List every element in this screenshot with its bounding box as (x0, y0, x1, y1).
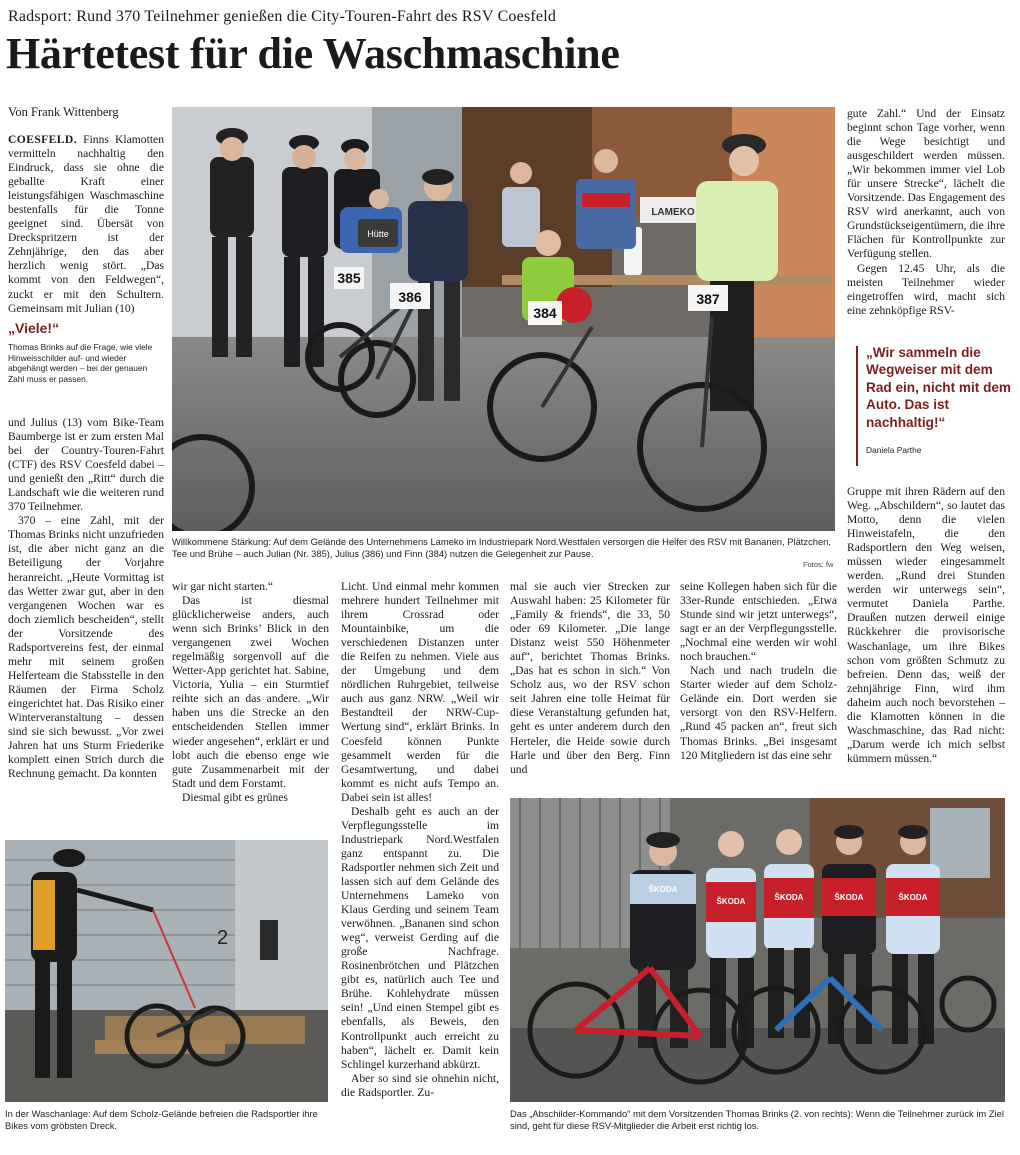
wash-photo-caption: In der Waschanlage: Auf dem Scholz-Gelände befreien die Radsportler ihre Bikes vom gröbsten Dreck. (5, 1108, 318, 1131)
column-1-middle-text: und Julius (13) vom Bike-Team Baumberge ist er zum ersten Mal bei der Country-Touren-Fahrt (CTF) des RSV Coesfeld dabei – und genießt den „Ritt“ durch die Landschaft wie die weiteren rund 370 Teilnehmer. (8, 416, 164, 514)
headline: Härtetest für die Waschmaschine (6, 29, 620, 78)
quote-parthe-title: „Wir sammeln die Wegweiser mit dem Rad ein, nicht mit dem Auto. Das ist nachhaltig!“ (866, 345, 1012, 430)
column-5-paragraph-2: Nach und nach trudeln die Starter wieder auf dem Scholz-Gelände ein. Dort werden sie versorgt von den RSV-Helfern. „Rund 45 packen an“, freut sich Thomas Brinks. „Bei insgesamt 120 Mitgliedern ist das eine sehr (680, 664, 837, 762)
column-6-top-text: gute Zahl.“ Und der Einsatz beginnt schon Tage vorher, wenn die Wege besichtigt und ausgeschildert werden müssen. „Wir bekommen immer viel Lob für unsere Strecke“, lächelt die Vorsitzende. Das Engagement des RSV wird anerkannt, auch von Grundstückseigentümern, die ihre Flächen für Kontrollpunkte zur Verfügung stellen. (847, 107, 1005, 261)
column-6-top-paragraph-2: Gegen 12.45 Uhr, als die meisten Teilnehmer wieder eingetroffen wird, macht sich eine zehnköpfige RSV- (847, 261, 1005, 317)
wash-photo-image (5, 840, 328, 1102)
bib-384: 384 (533, 305, 557, 321)
team-photo (510, 798, 1005, 1102)
column-1-paragraph-2: 370 – eine Zahl, mit der Thomas Brinks nicht unzufrieden ist, die aber nicht ganz an die Beteiligung der Vorjahre heranreicht. „Heute Vormittag ist das Wetter zwar gut, aber in den vergangenen Wochen war es doch ziemlich bescheiden“, stellt der Vorsitzende des Radsportvereins fest, der einmal mehr mit seinem großen Helferteam die Stabsstelle in den Räumen der Firma Scholz eingerichtet hat. Das Risiko einer Winterveranstaltung – dessen sind sie sich bewusst. „Vor zwei Jahren hat uns Sturm Friederike komplett einen Strich durch die Rechnung gemacht. Da konnten (8, 514, 164, 781)
column-5 (680, 580, 837, 763)
team-photo-image (510, 798, 1005, 1102)
bib-387: 387 (696, 291, 720, 307)
jersey-sponsor-3: ŠKODA (774, 893, 804, 902)
team-photo-caption: Das „Abschilder-Kommando“ mit dem Vorsitzenden Thomas Brinks (2. von rechts): Wenn die Teilnehmer zurück im Ziel sind, geht für diese RSV-Mitglieder die Arbeit erst richtig los. (510, 1108, 1004, 1131)
column-6-top (847, 107, 1005, 318)
bib-385: 385 (337, 270, 361, 286)
byline: Von Frank Wittenberg (8, 105, 119, 119)
main-photo (172, 107, 835, 531)
column-6-bottom-text: Gruppe mit ihren Rädern auf den Weg. „Abschildern“, so lautet das Motto, denn die vielen Hinweistafeln, die den Radsportlern den Weg weisen, müssen wieder eingesammelt werden. „Rund drei Stunden werden wir unterwegs sein“, vermutet Daniela Parthe. Draußen nutzen derweil einige Rückkehrer die provisorische Waschanlage, um ihre Bikes schon vom größten Schmutz zu befreien. Denn das, weiß der zehnjährige Finn, wird ihm daheim auch noch bevorstehen – die Klamotten können in die Waschmaschine, das Rad nicht: „Darum werde ich mich selbst kümmern müssen.“ (847, 485, 1005, 765)
quote-parthe-source: Daniela Parthe (866, 445, 922, 456)
quote-bar (856, 346, 858, 466)
column-4 (510, 580, 670, 777)
bib-386: 386 (398, 289, 422, 305)
column-3 (341, 580, 499, 1100)
main-photo-caption: Willkommene Stärkung: Auf dem Gelände des Unternehmens Lameko im Industriepark Nord.Westfalen versorgen die Helfer des RSV mit Bananen, Plätzchen, Tee und Brühe – auch Julian (Nr. 385), Julius (386) und Finn (384) nutzen die Gelegenheit zur Pause. (172, 536, 832, 559)
column-4-paragraph-1: mal sie auch vier Strecken zur Auswahl haben: 25 Kilometer für „Family & friends“, die 33, 50 oder 69 Kilometer. „Die lange Distanz weist 550 Höhenmeter auf“, berichtet Thomas Brinks. „Das hat es schon in sich.“ Von Scholz aus, wo der RSV schon seit Jahren eine tolle Heimat für diese Veranstaltung gefunden hat, geht es unter anderem durch den Herteler, die Heide sowie durch Harle und über den Berg. Finn und (510, 580, 670, 776)
column-2 (172, 580, 329, 805)
main-photo-credit: Fotos: fw (803, 560, 834, 569)
jersey-sponsor-2: ŠKODA (716, 897, 746, 906)
column-1-top (8, 133, 164, 316)
dateline: COESFELD. (8, 133, 77, 146)
huette-sign: Hütte (367, 229, 389, 239)
column-2-paragraph-3: Diesmal gibt es grünes (182, 790, 288, 804)
column-2-paragraph-2: Das ist diesmal glücklicherweise anders, auch wenn sich Brinks’ Blick in den vergangenen zwei Wochen regelmäßig sorgenvoll auf die Wetter-App gerichtet hat. Sabine, Victoria, Yulia – ein Sturmtief reihte sich an das andere. „Wir haben uns die Strecke an den entscheidenden Stellen immer wieder angesehen“, erklärt er und lobt auch die ebenso enge wie gute Zusammenarbeit mit der Stadt und dem Forstamt. (172, 594, 329, 790)
main-photo-image (172, 107, 835, 531)
kicker: Radsport: Rund 370 Teilnehmer genießen die City-Touren-Fahrt des RSV Coesfeld (8, 8, 557, 25)
column-1-top-text: Finns Klamotten vermitteln nachhaltig den Eindruck, dass sie ohne die geballte Kraft einer leistungsfähigen Waschmaschine bestenfalls für die Tonne geeignet sind. Übersät von Dreckspritzern ist der Zehnjährige, den das aber herzlich wenig stört. „Das kommt von den Feldwegen“, zuckt er mit den Schultern. Gemeinsam mit Julian (10) (8, 133, 164, 315)
quote-viele-source: Thomas Brinks auf die Frage, wie viele Hinweisschilder auf- und wieder abgehängt werden – bei der genauen Zahl muss er passen. (8, 342, 153, 384)
column-5-paragraph-1: seine Kollegen haben sich für die 33er-Runde entschieden. „Etwa Stunde sind wir jetzt unterwegs“, sagt er an der Verpflegungsstelle. „Nochmal eine werden wir wohl noch brauchen.“ (680, 580, 837, 664)
column-3-paragraph-2: Deshalb geht es auch an der Verpflegungsstelle im Industriepark Nord.Westfalen ganz entspannt zu. Die Radsportler nehmen sich Zeit und lassen sich auf dem Gelände des Unternehmens Lameko von Klaus Gerding und seinem Team verwöhnen. „Bananen sind schon weg“, verweist Gerding auf die große Nachfrage. Rosinenbrötchen und Plätzchen gibt es, natürlich auch Tee und Brühe. Kohlehydrate müssen sein! „Und einen Stempel gibt es ebenfalls, als Beweis, den Kontrollpunkt auch erreicht zu haben“, lächelt er. Damit kein Schlingel kurzerhand abkürzt. (341, 804, 499, 1071)
jersey-sponsor-5: ŠKODA (898, 893, 928, 902)
lameko-sign: LAMEKO (651, 207, 695, 218)
jersey-sponsor-4: ŠKODA (834, 893, 864, 902)
column-3-paragraph-3: Aber so sind sie ohnehin nicht, die Radsportler. Zu- (341, 1071, 499, 1099)
jersey-sponsor-1: ŠKODA (648, 885, 678, 894)
column-3-paragraph-1: Licht. Und einmal mehr kommen mehrere hundert Teilnehmer mit ihrem Crossrad oder Mountainbike, um die verschiedenen Distanzen unter die Reifen zu nehmen. Viele aus der Umgebung und dem nördlichen Ruhrgebiet, teilweise auch aus ganz NRW. „Weil wir Bestandteil der NRW-Cup-Wertung sind“, erklärt Brinks. In Coesfeld können Punkte gesammelt werden für die Gesamtwertung, und dabei kommt es nicht aufs Tempo an. Dabei sein ist alles! (341, 580, 499, 804)
door-number: 2 (217, 927, 229, 949)
column-2-paragraph-1: wir gar nicht starten.“ (172, 580, 274, 593)
quote-parthe (866, 344, 1016, 455)
quote-viele (8, 320, 164, 384)
column-1-middle (8, 416, 164, 781)
column-6-bottom (847, 485, 1005, 766)
quote-viele-title: „Viele!“ (8, 320, 60, 336)
wash-photo (5, 840, 328, 1102)
